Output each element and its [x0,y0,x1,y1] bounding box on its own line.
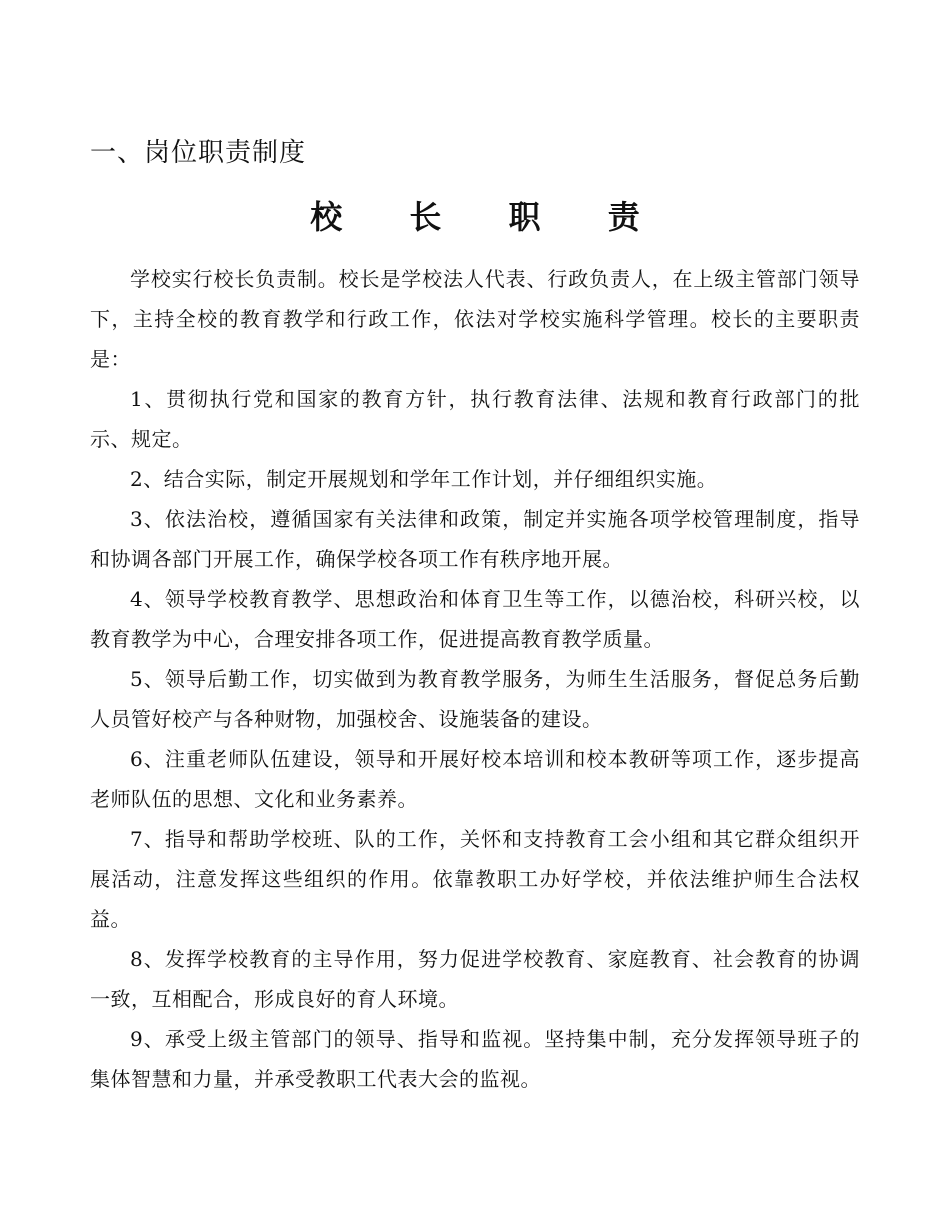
paragraph-duty-6: 6、注重老师队伍建设，领导和开展好校本培训和校本教研等项工作，逐步提高老师队伍的思想、文化和业务素养。 [90,747,860,811]
paragraph-duty-1: 1、贯彻执行党和国家的教育方针，执行教育法律、法规和教育行政部门的批示、规定。 [90,387,860,451]
paragraph-duty-3: 3、依法治校，遵循国家有关法律和政策，制定并实施各项学校管理制度，指导和协调各部门开展工作，确保学校各项工作有秩序地开展。 [90,507,860,571]
document-body [90,259,860,1099]
paragraph-duty-9: 9、承受上级主管部门的领导、指导和监视。坚持集中制，充分发挥领导班子的集体智慧和力量，并承受教职工代表大会的监视。 [90,1027,860,1091]
paragraph-duty-7: 7、指导和帮助学校班、队的工作，关怀和支持教育工会小组和其它群众组织开展活动，注意发挥这些组织的作用。依靠教职工办好学校，并依法维护师生合法权益。 [90,827,860,931]
paragraph-duty-2: 2、结合实际，制定开展规划和学年工作计划，并仔细组织实施。 [130,467,718,491]
paragraph-duty-8: 8、发挥学校教育的主导作用，努力促进学校教育、家庭教育、社会教育的协调一致，互相配合，形成良好的育人环境。 [90,947,860,1011]
document-title: 校 长 职 责 [310,198,668,236]
section-heading: 一、岗位职责制度 [90,138,307,168]
paragraph-duty-5: 5、领导后勤工作，切实做到为教育教学服务，为师生生活服务，督促总务后勤人员管好校产与各种财物，加强校舍、设施装备的建设。 [90,667,860,731]
paragraph-duty-4: 4、领导学校教育教学、思想政治和体育卫生等工作，以德治校，科研兴校，以教育教学为中心，合理安排各项工作，促进提高教育教学质量。 [90,587,860,651]
paragraph-intro: 学校实行校长负责制。校长是学校法人代表、行政负责人，在上级主管部门领导下，主持全校的教育教学和行政工作，依法对学校实施科学管理。校长的主要职责是： [90,267,860,371]
